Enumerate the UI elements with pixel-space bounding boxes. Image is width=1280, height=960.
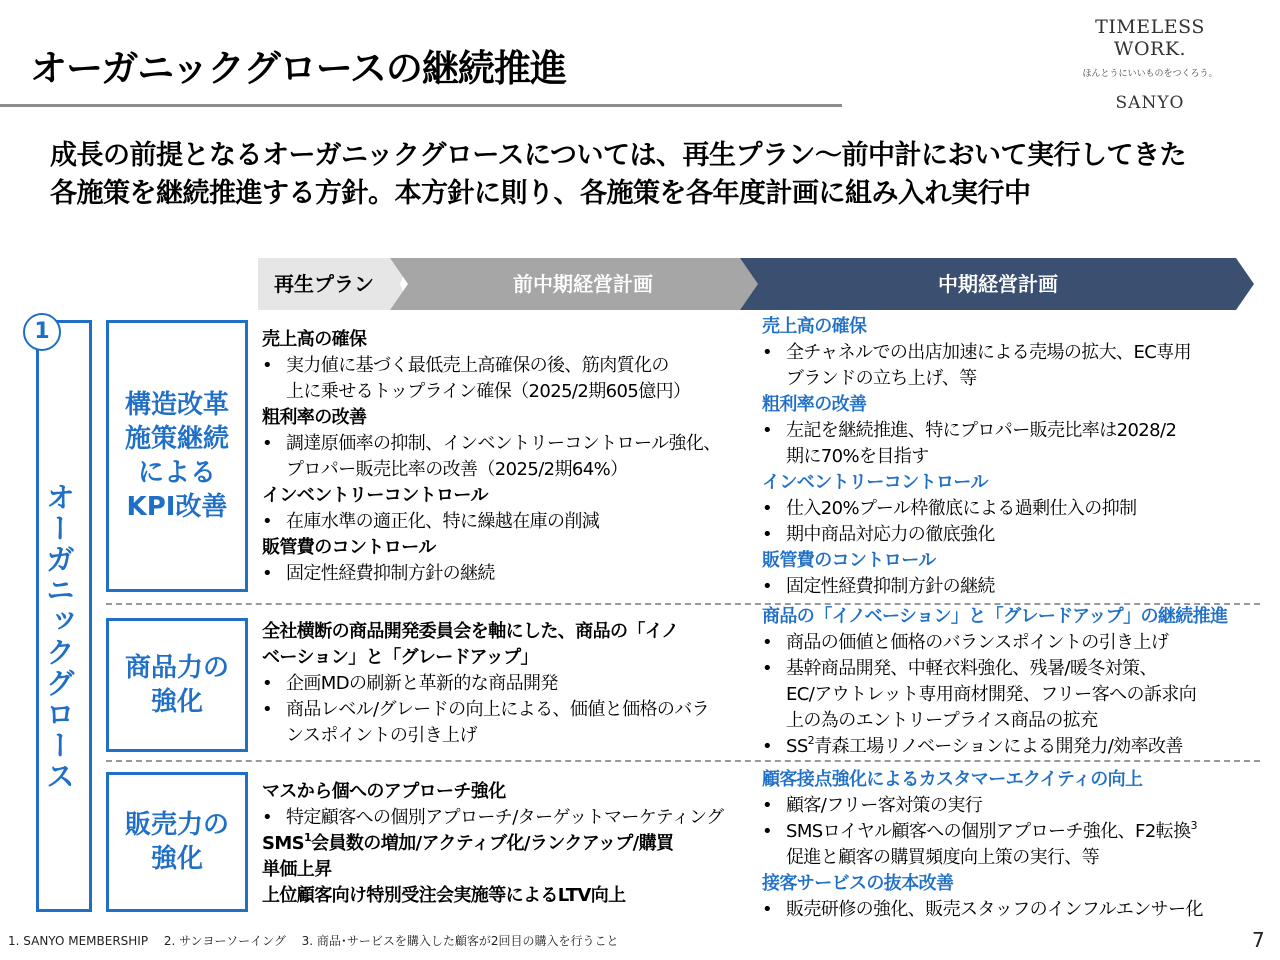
organic-growth-label: オーガニックグロース [40,480,80,794]
bullet-continuation: 上に乗せるトップライン確保（2025/2期605億円） [286,381,691,402]
title-divider [0,104,842,107]
bullet-continuation: 期に70%を目指す [786,446,929,467]
brand-company: SANYO [1115,93,1185,113]
category-label: 販売力の 強化 [124,810,229,874]
item-heading-continuation: ベーション」と「グレードアップ」 [262,647,538,668]
bullet-text: SMSロイヤル顧客への個別アプローチ強化、F2転換 [786,821,1191,842]
item-heading: インベントリーコントロール [762,472,988,493]
item-heading: 商品の「イノベーション」と「グレードアップ」の継続推進 [762,606,1228,627]
sms-text: SMS [262,833,305,854]
footnote-ref: 2 [807,734,815,747]
item-heading-continuation: 単価上昇 [262,859,332,880]
bullet-text: SS [786,736,808,757]
category-structural-reform [106,320,248,592]
item-heading: 販管費のコントロール [762,550,936,571]
bullet-item: • 左記を継続推進、特にプロパー販売比率は2028/2 [762,418,1191,444]
current-plan-sales-strength [762,767,1203,923]
item-heading: 売上高の確保 [262,329,367,350]
current-plan-product-strength [762,604,1227,760]
brand-name: TIMELESS WORK. [1095,16,1205,60]
lead-line-2: 各施策を継続推進する方針。本方針に則り、各施策を各年度計画に組み入れ実行中 [50,178,1031,209]
item-heading: インベントリーコントロール [262,485,488,506]
page-number: 7 [1252,928,1265,952]
bullet-item: • 全チャネルでの出店加速による売場の拡大、EC専用 [762,340,1191,366]
bullet-item: • 調達原価率の抑制、インベントリーコントロール強化、 [262,431,721,457]
bullet-text: 青森工場リノベーションによる開発力/効率改善 [814,736,1183,757]
item-heading: 全社横断の商品開発委員会を軸にした、商品の「イノ [262,621,679,642]
prev-plan-sales-strength [262,779,724,909]
item-heading [262,831,724,857]
bullet-item: • 実力値に基づく最低売上高確保の後、筋肉質化の [262,353,721,379]
bullet-continuation: ンスポイントの引き上げ [286,725,477,746]
bullet-continuation: ブランドの立ち上げ、等 [786,368,977,389]
bullet-item: • 販売研修の強化、販売スタッフのインフルエンサー化 [762,897,1203,923]
section-number-badge: 1 [23,313,61,351]
item-heading: 接客サービスの抜本改善 [762,873,954,894]
footnote-ref: 3 [1190,819,1197,832]
prev-plan-product-strength [262,619,709,749]
bullet-item: • 特定顧客への個別アプローチ/ターゲットマーケティング [262,805,724,831]
footnote-ref: 1 [304,831,312,844]
category-label: 構造改革 施策継続 による KPI改善 [124,390,229,522]
heading-text: 会員数の増加/アクティブ化/ランクアップ/購買 [311,833,674,854]
bullet-item: • 基幹商品開発、中軽衣料強化、残暑/暖冬対策、 [762,656,1227,682]
bullet-item: • 期中商品対応力の徹底強化 [762,522,1191,548]
item-heading: 粗利率の改善 [762,394,867,415]
phase-timeline [258,258,1254,310]
row-separator [106,760,1260,762]
item-heading: 売上高の確保 [762,316,867,337]
bullet-continuation: 促進と顧客の購買頻度向上策の実行、等 [786,847,1100,868]
bullet-item: • 固定性経費抑制方針の継続 [762,574,1191,600]
bullet-item [762,734,1227,760]
footnotes: 1. SANYO MEMBERSHIP 2. サンヨーソーイング 3. 商品･サービスを購入した顧客が2回目の購入を行うこと [8,934,619,948]
category-sales-strength [106,772,248,912]
item-heading: 上位顧客向け特別受注会実施等によるLTV向上 [262,885,626,906]
bullet-item: • 在庫水準の適正化、特に繰越在庫の削減 [262,509,721,535]
bullet-continuation: EC/アウトレット専用商材開発、フリー客への訴求向 [786,684,1197,705]
brand-logo [1060,12,1240,113]
item-heading: マスから個へのアプローチ強化 [262,781,506,802]
current-plan-structural-reform [762,314,1191,600]
item-heading: 顧客接点強化によるカスタマーエクイティの向上 [762,769,1143,790]
bullet-item: • 商品の価値と価格のバランスポイントの引き上げ [762,630,1227,656]
phase-label-previous-plan: 前中期経営計画 [513,272,653,296]
bullet-item: • 仕入20%プール枠徹底による過剰仕入の抑制 [762,496,1191,522]
bullet-item: • 企画MDの刷新と革新的な商品開発 [262,671,709,697]
bullet-item: • 固定性経費抑制方針の継続 [262,561,721,587]
brand-tagline: ほんとうにいいものをつくろう。 [1082,69,1218,79]
bullet-continuation: プロパー販売比率の改善（2025/2期64%） [286,459,628,480]
lead-line-1: 成長の前提となるオーガニックグロースについては、再生プラン〜前中計において実行してきた [50,140,1186,171]
page-title: オーガニックグロースの継続推進 [30,47,566,90]
prev-plan-structural-reform [262,327,721,587]
lead-statement [50,137,1186,213]
bullet-item: • 顧客/フリー客対策の実行 [762,793,1203,819]
phase-label-regeneration: 再生プラン [274,272,374,296]
bullet-item [762,819,1203,845]
bullet-item: • 商品レベル/グレードの向上による、価値と価格のバラ [262,697,709,723]
category-product-strength [106,618,248,752]
category-label: 商品力の 強化 [124,653,229,717]
item-heading: 販管費のコントロール [262,537,436,558]
bullet-continuation: 上の為のエントリープライス商品の拡充 [786,710,1098,731]
phase-label-current-plan: 中期経営計画 [938,272,1058,296]
item-heading: 粗利率の改善 [262,407,367,428]
